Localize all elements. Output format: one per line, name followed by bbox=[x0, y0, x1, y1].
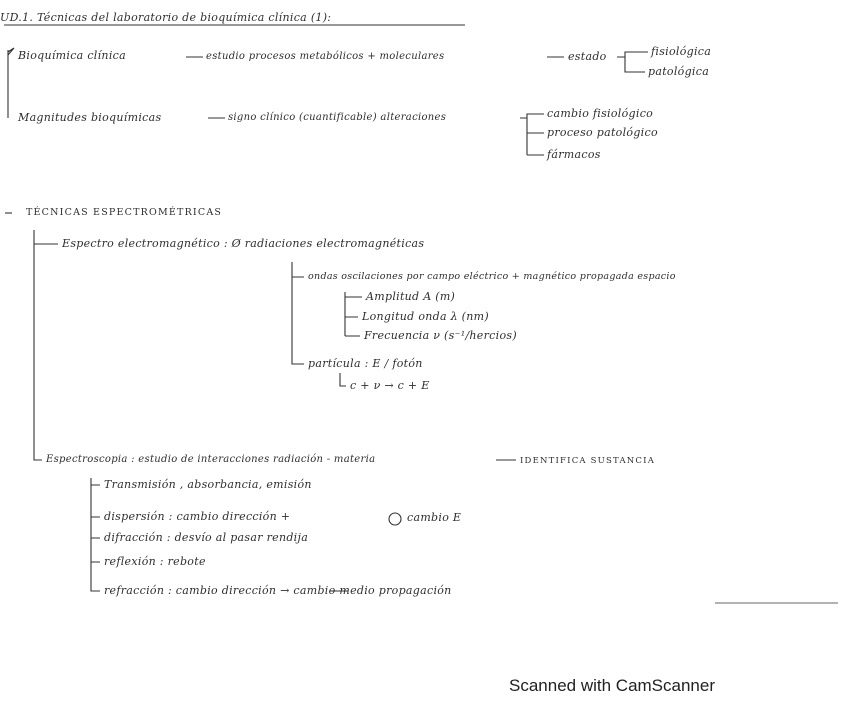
cambio-fisiologico-label: cambio fisiológico bbox=[547, 107, 654, 120]
dispersion-label: dispersión : cambio dirección + bbox=[104, 510, 291, 523]
estado-label: estado bbox=[568, 50, 607, 63]
alteraciones-branch bbox=[520, 114, 544, 155]
estado-branch bbox=[617, 52, 648, 72]
difraccion-label: difracción : desvío al pasar rendija bbox=[104, 531, 309, 544]
page-title: UD.1. Técnicas del laboratorio de bioquímica clínica (1): bbox=[0, 11, 332, 24]
particula-label: partícula : E / fotón bbox=[308, 357, 423, 370]
section1-bracket bbox=[8, 48, 14, 118]
longitud-label: Longitud onda λ (nm) bbox=[362, 310, 489, 323]
magnitudes-definition: signo clínico (cuantificable) alteraciones bbox=[228, 112, 447, 123]
refraccion-label: refracción : cambio dirección → cambio medio propagación bbox=[104, 584, 452, 597]
transmision-label: Transmisión , absorbancia, emisión bbox=[104, 478, 312, 491]
tecnicas-trunk bbox=[34, 230, 42, 460]
espectroscopia-branches bbox=[91, 478, 100, 591]
bioquimica-definition: estudio procesos metabólicos + moleculares bbox=[206, 51, 445, 62]
ondas-trunk bbox=[292, 262, 304, 364]
dispersion-cambio-e: cambio E bbox=[407, 511, 462, 524]
farmacos-label: fármacos bbox=[547, 148, 601, 161]
bioquimica-label: Bioquímica clínica bbox=[18, 49, 126, 62]
ondas-subbranch bbox=[345, 292, 362, 336]
identifica-label: IDENTIFICA SUSTANCIA bbox=[520, 456, 656, 466]
tecnicas-heading: TÉCNICAS ESPECTROMÉTRICAS bbox=[26, 207, 223, 218]
reflexion-label: reflexión : rebote bbox=[104, 555, 206, 568]
ondas-label: ondas oscilaciones por campo eléctrico + magnético propagada espacio bbox=[308, 271, 676, 282]
espectro-label: Espectro electromagnético : Ø radiaciones electromagnéticas bbox=[62, 237, 425, 250]
magnitudes-label: Magnitudes bioquímicas bbox=[18, 111, 162, 124]
amplitud-label: Amplitud A (m) bbox=[366, 290, 456, 303]
proceso-patologico-label: proceso patológico bbox=[547, 126, 658, 139]
circled-plus-symbol bbox=[389, 513, 401, 525]
camscanner-watermark: Scanned with CamScanner bbox=[509, 676, 716, 695]
fisiologica-label: fisiológica bbox=[651, 45, 712, 58]
particula-subbranch bbox=[340, 373, 346, 386]
frecuencia-label: Frecuencia ν (s⁻¹/hercios) bbox=[364, 329, 517, 342]
patologica-label: patológica bbox=[648, 65, 710, 78]
espectroscopia-label: Espectroscopia : estudio de interacciones radiación - materia bbox=[46, 454, 376, 465]
particula-formula: c + ν → c + E bbox=[350, 379, 430, 392]
